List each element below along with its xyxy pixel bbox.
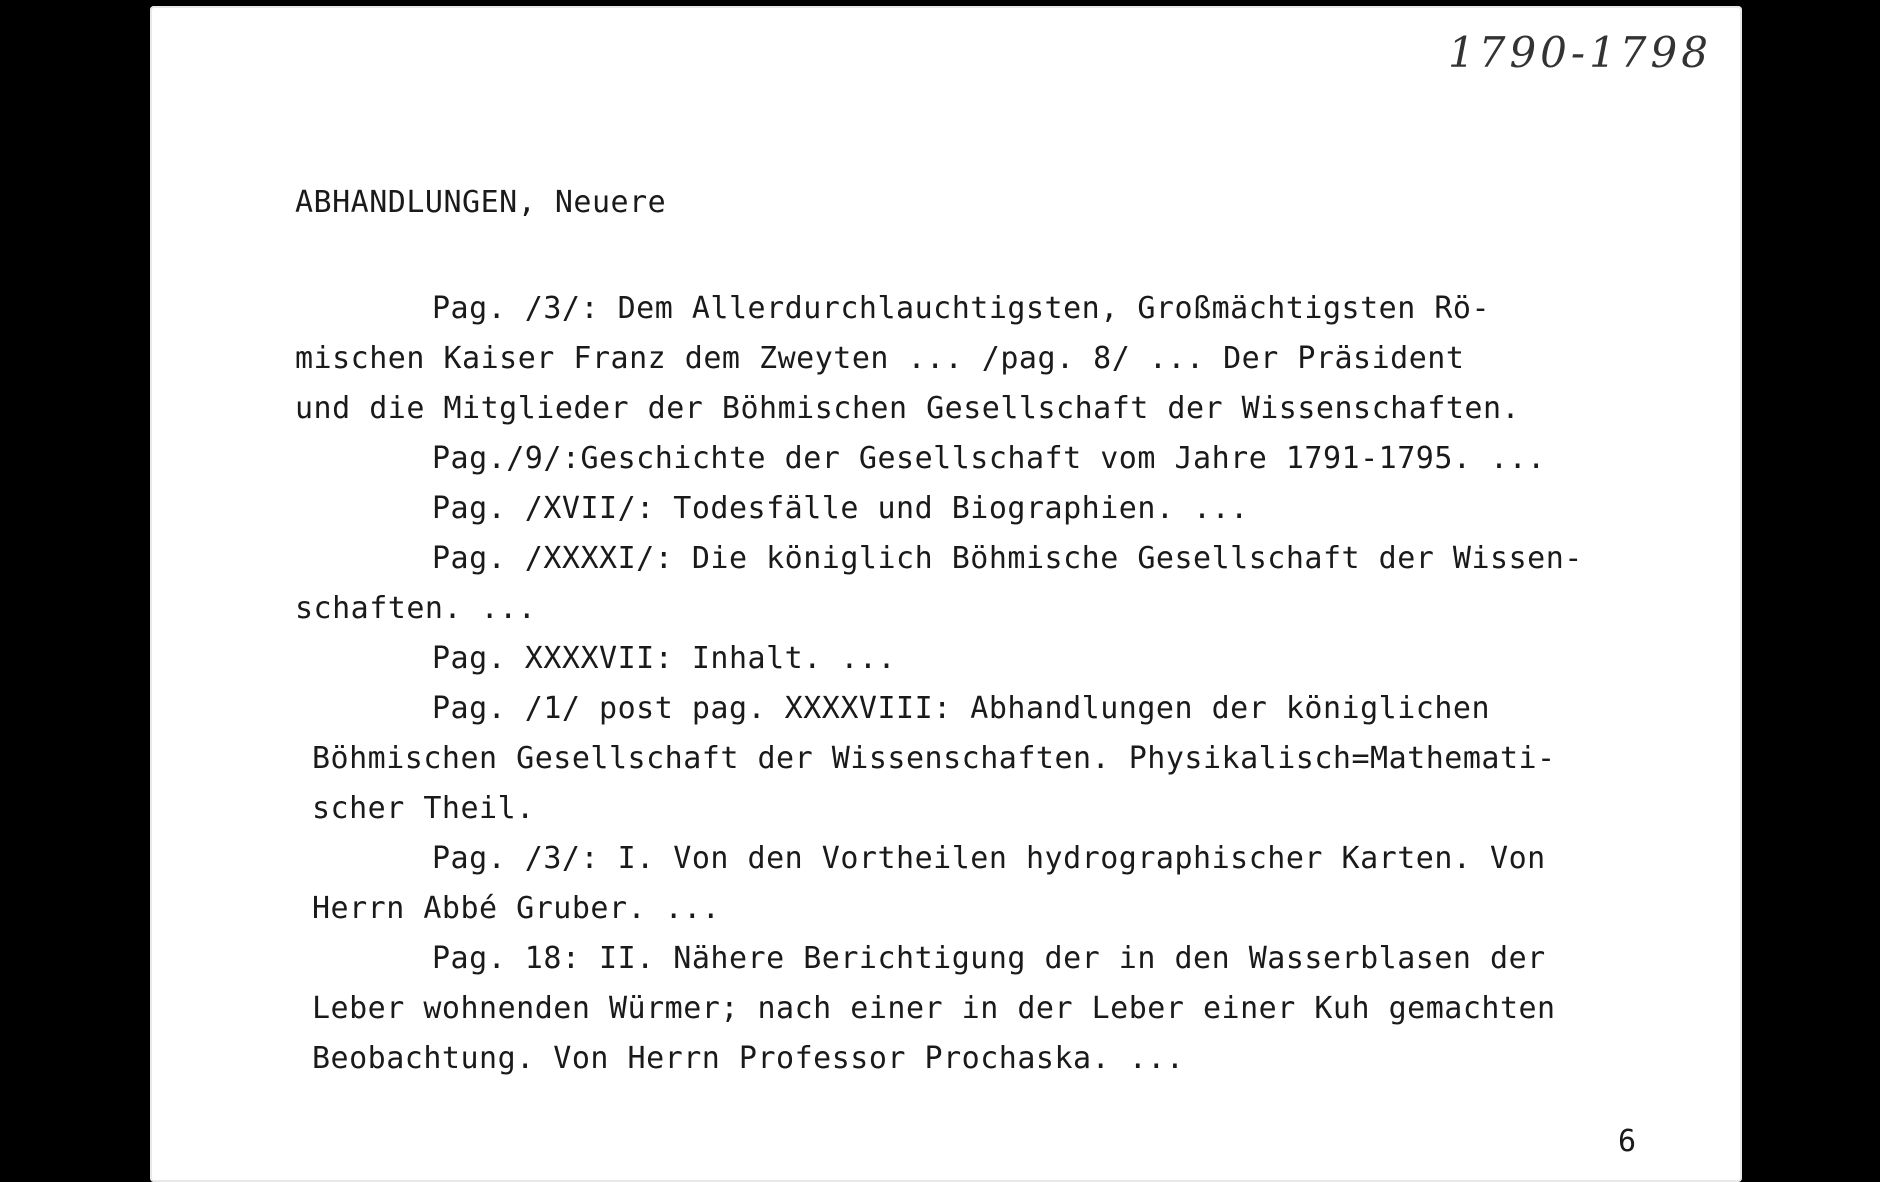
text-line: schaften. ... — [295, 591, 537, 626]
card-heading: ABHANDLUNGEN, Neuere — [295, 185, 667, 220]
text-line: und die Mitglieder der Böhmischen Gesellschaft der Wissenschaften. — [295, 391, 1521, 426]
text-line: Leber wohnenden Würmer; nach einer in der Leber einer Kuh gemachten — [312, 991, 1556, 1026]
text-line: Pag. /1/ post pag. XXXXVIII: Abhandlungen der königlichen — [432, 691, 1491, 726]
text-line: mischen Kaiser Franz dem Zweyten ... /pag. 8/ ... Der Präsident — [295, 341, 1465, 376]
text-line: Pag./9/:Geschichte der Gesellschaft vom Jahre 1791-1795. ... — [432, 441, 1546, 476]
text-line: Pag. XXXXVII: Inhalt. ... — [432, 641, 897, 676]
catalog-card — [150, 6, 1742, 1182]
text-line: Herrn Abbé Gruber. ... — [312, 891, 721, 926]
text-line: Pag. /3/: Dem Allerdurchlauchtigsten, Großmächtigsten Rö- — [432, 291, 1491, 326]
text-line: Beobachtung. Von Herrn Professor Prochaska. ... — [312, 1041, 1185, 1076]
text-line: Böhmischen Gesellschaft der Wissenschaften. Physikalisch=Mathemati- — [312, 741, 1556, 776]
text-line: Pag. 18: II. Nähere Berichtigung der in den Wasserblasen der — [432, 941, 1546, 976]
text-line: Pag. /XXXXI/: Die königlich Böhmische Gesellschaft der Wissen- — [432, 541, 1583, 576]
text-line: scher Theil. — [312, 791, 535, 826]
text-line: Pag. /3/: I. Von den Vortheilen hydrographischer Karten. Von — [432, 841, 1546, 876]
text-line: Pag. /XVII/: Todesfälle und Biographien. ... — [432, 491, 1249, 526]
handwritten-date: 1790-1798 — [1448, 28, 1712, 77]
page-number: 6 — [1618, 1124, 1637, 1159]
